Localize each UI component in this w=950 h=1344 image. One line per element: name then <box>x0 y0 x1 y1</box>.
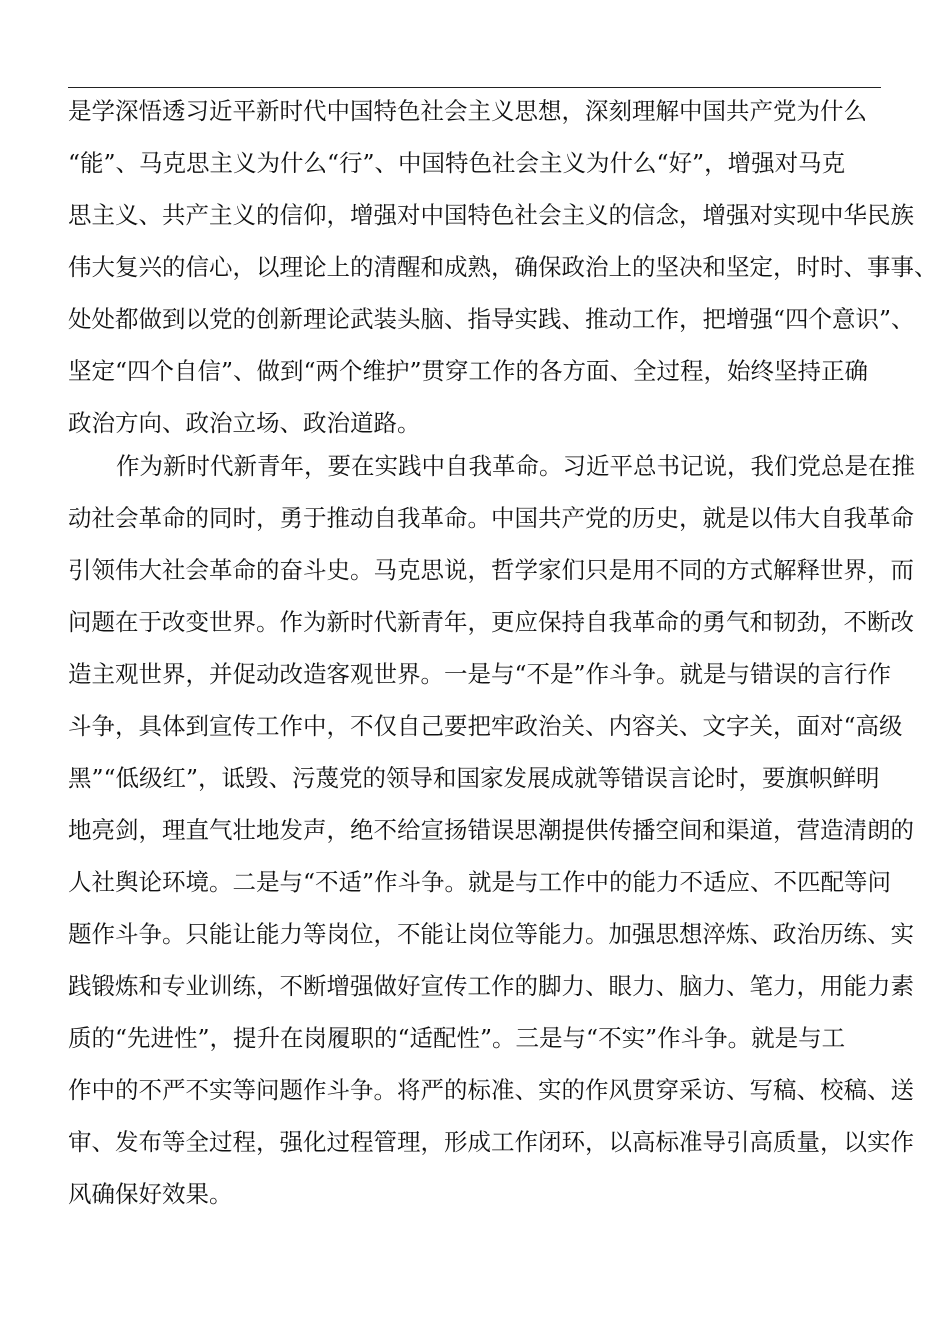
paragraph-line: 动社会革命的同时，勇于推动自我革命。中国共产党的历史，就是以伟大自我革命 <box>68 504 914 532</box>
paragraph-line: 思主义、共产主义的信仰，增强对中国特色社会主义的信念，增强对实现中华民族 <box>68 201 914 229</box>
paragraph-line: 风确保好效果。 <box>68 1180 233 1208</box>
paragraph-1 <box>68 85 938 449</box>
paragraph-line: 质的“先进性”，提升在岗履职的“适配性”。三是与“不实”作斗争。就是与工 <box>68 1024 846 1052</box>
paragraph-line: 造主观世界，并促动改造客观世界。一是与“不是”作斗争。就是与错误的言行作 <box>68 660 892 688</box>
paragraph-line: 坚定“四个自信”、做到“两个维护”贯穿工作的各方面、全过程，始终坚持正确 <box>68 357 869 385</box>
paragraph-line: 政治方向、政治立场、政治道路。 <box>68 409 421 437</box>
paragraph-line: 审、发布等全过程，强化过程管理，形成工作闭环，以高标准导引高质量，以实作 <box>68 1128 914 1156</box>
paragraph-line: 处处都做到以党的创新理论武装头脑、指导实践、推动工作，把增强“四个意识”、 <box>68 305 915 333</box>
paragraph-line: 地亮剑，理直气壮地发声，绝不给宣扬错误思潮提供传播空间和渠道，营造清朗的 <box>68 816 914 844</box>
paragraph-line: 引领伟大社会革命的奋斗史。马克思说，哲学家们只是用不同的方式解释世界，而 <box>68 556 914 584</box>
paragraph-line: 是学深悟透习近平新时代中国特色社会主义思想，深刻理解中国共产党为什么 <box>68 97 867 125</box>
paragraph-line: 人社舆论环境。二是与“不适”作斗争。就是与工作中的能力不适应、不匹配等问 <box>68 868 892 896</box>
paragraph-line: 问题在于改变世界。作为新时代新青年，更应保持自我革命的勇气和韧劲，不断改 <box>68 608 914 636</box>
paragraph-line: 践锻炼和专业训练，不断增强做好宣传工作的脚力、眼力、脑力、笔力，用能力素 <box>68 972 914 1000</box>
paragraph-line: 作中的不严不实等问题作斗争。将严的标准、实的作风贯穿采访、写稿、校稿、送 <box>68 1076 914 1104</box>
paragraph-line: 伟大复兴的信心，以理论上的清醒和成熟，确保政治上的坚决和坚定，时时、事事、 <box>68 253 938 281</box>
paragraph-line: “能”、马克思主义为什么“行”、中国特色社会主义为什么“好”，增强对马克 <box>68 149 846 177</box>
paragraph-2 <box>68 440 915 1220</box>
paragraph-line: 黑”“低级红”，诋毁、污蔑党的领导和国家发展成就等错误言论时，要旗帜鲜明 <box>68 764 880 792</box>
paragraph-line: 作为新时代新青年，要在实践中自我革命。习近平总书记说，我们党总是在推 <box>116 452 915 480</box>
paragraph-line: 题作斗争。只能让能力等岗位，不能让岗位等能力。加强思想淬炼、政治历练、实 <box>68 920 914 948</box>
paragraph-line: 斗争，具体到宣传工作中，不仅自己要把牢政治关、内容关、文字关，面对“高级 <box>68 712 903 740</box>
